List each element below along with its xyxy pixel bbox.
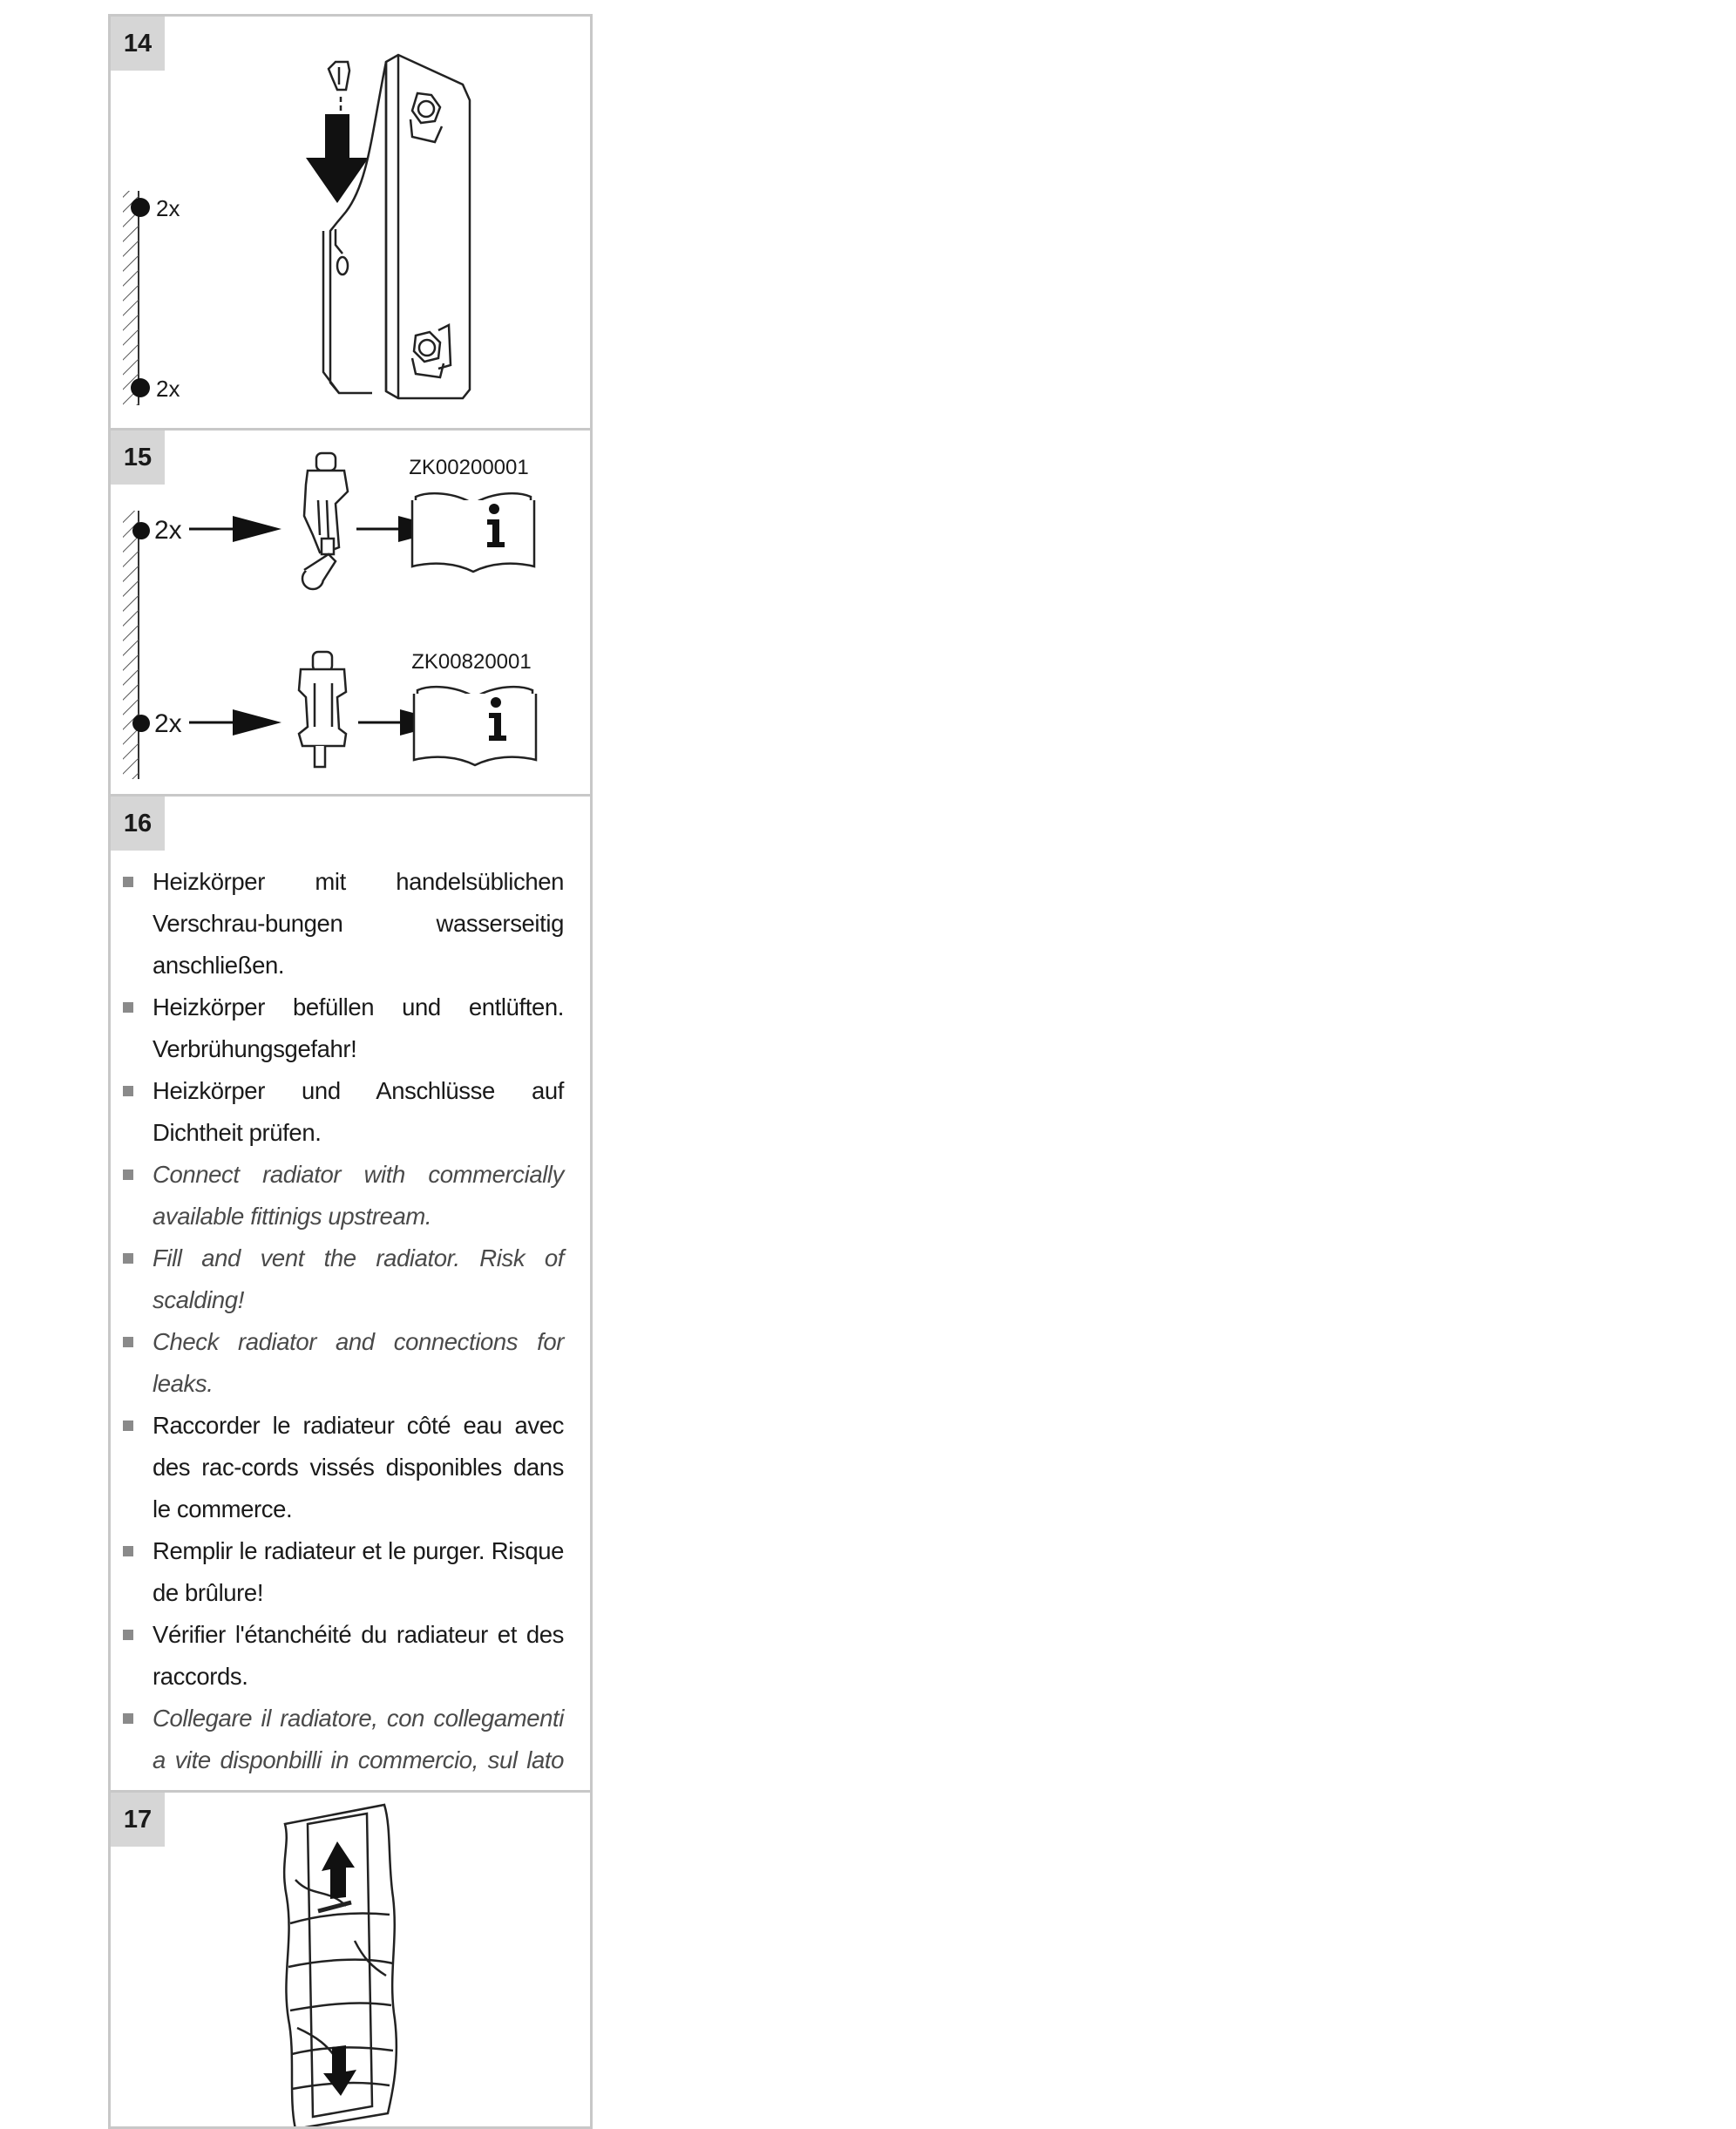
instruction-column: [108, 17, 593, 2129]
right-arrow-icon: [189, 516, 281, 542]
list-item: Collegare il radiatore, con collegamenti a vite disponbilli in commercio, sul lato: [123, 1698, 564, 1823]
protective-film-removal-illustration: [111, 1793, 595, 2126]
list-item: Heizkörper befüllen und entlüften. Verbrühungsgefahr!: [123, 987, 564, 1070]
step-number: 14: [111, 17, 165, 71]
list-item: Raccorder le radiateur côté eau avec des rac-cords vissés disponibles dans le commerce.: [123, 1405, 564, 1530]
wall-bracket: [323, 55, 470, 398]
list-item: Vérifier l'étanchéité du radiateur et des raccords.: [123, 1614, 564, 1698]
part-number-label: ZK00820001: [411, 650, 532, 674]
manual-info-icon: [412, 493, 534, 572]
wall-hatching: [123, 191, 139, 405]
list-item: Fill and vent the radiator. Risk of scalding!: [123, 1237, 564, 1321]
step-number: 16: [111, 797, 165, 851]
quantity-label: 2x: [154, 516, 182, 545]
step-17-panel: [108, 1790, 593, 2129]
clip-part: [329, 62, 349, 114]
step-16-panel: [108, 794, 593, 1793]
quantity-label: 2x: [154, 709, 182, 738]
wall-hatching: [123, 511, 139, 779]
wall-dowel-marker: [132, 522, 150, 539]
bracket-mounting-illustration: [111, 17, 595, 428]
part-number-label: ZK00200001: [409, 456, 529, 479]
list-item: Connect radiator with commercially available fittinigs upstream.: [123, 1154, 564, 1237]
quantity-label: 2x: [156, 376, 180, 402]
bracket-part: [302, 453, 348, 589]
right-arrow-icon: [189, 709, 281, 736]
bracket-types-illustration: [111, 431, 595, 794]
wall-dowel-marker: [131, 198, 150, 217]
list-item: Remplir le radiateur et le purger. Risque de brûlure!: [123, 1530, 564, 1614]
step-14-panel: [108, 14, 593, 431]
bracket-part: [299, 652, 346, 767]
list-item: Heizkörper mit handelsüblichen Verschrau-bungen wasserseitig anschließen.: [123, 861, 564, 987]
step-number: 15: [111, 431, 165, 485]
wall-dowel-marker: [132, 715, 150, 732]
step-number: 17: [111, 1793, 165, 1847]
list-item: Heizkörper und Anschlüsse auf Dichtheit prüfen.: [123, 1070, 564, 1154]
step-15-panel: [108, 428, 593, 797]
list-item: Check radiator and connections for leaks.: [123, 1321, 564, 1405]
manual-info-icon: [414, 687, 536, 765]
quantity-label: 2x: [156, 195, 180, 221]
wall-dowel-marker: [131, 378, 150, 397]
